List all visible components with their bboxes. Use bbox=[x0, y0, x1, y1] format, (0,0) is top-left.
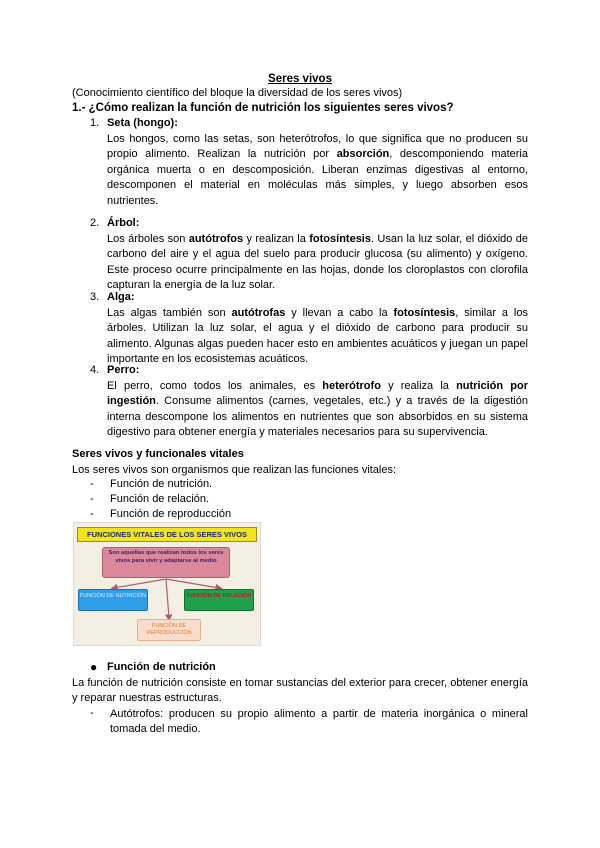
item-body: Los árboles son autótrofos y realizan la fotosíntesis. Usan la luz solar, el dióxido de carbono del aire y el agua del suelo para producir glucosa (su alimento) y oxígeno. Este proceso ocurre principalmente en las hojas, donde los cloroplastos con clorofila capturan la energía de la luz solar. bbox=[107, 233, 529, 292]
section-heading: Seres vivos y funcionales vitales bbox=[72, 448, 244, 460]
diagram-box-reproduccion: FUNCIÓN DE REPRODUCCIÓN bbox=[137, 619, 201, 641]
vital-functions-diagram bbox=[73, 522, 261, 646]
item-body: El perro, como todos los animales, es heterótrofo y realiza la nutrición por ingestión. Consume alimentos (carnes, vegetales, etc.) y a través de la digestión interna descompone los alimentos en nutrientes que son absorbidos en su sistema digestivo para obtener energía y materiales necesarios para su supervivencia. bbox=[107, 380, 528, 439]
diagram-box-nutricion: FUNCIÓN DE NUTRICIÓN bbox=[78, 589, 148, 611]
nutrition-paragraph: La función de nutrición consiste en tomar sustancias del exterior para crecer, obtener energía y reparar nuestras estructuras. bbox=[72, 677, 528, 704]
section-intro: Los seres vivos son organismos que realizan las funciones vitales: bbox=[72, 464, 397, 476]
item-body: Las algas también son autótrofas y llevan a cabo la fotosíntesis, similar a los árboles. Utilizan la luz solar, el agua y el dióxido de carbono para producir su alimento. Algunas algas pueden hacer esto en ambientes acuáticos y juegan un papel importante en los ecosistemas acuáticos. bbox=[107, 307, 528, 366]
bullet-icon: ● bbox=[90, 660, 98, 674]
document-page: Seres vivos (Conocimiento científico del bloque la diversidad de los seres vivos) 1.- ¿Cómo realizan la función de nutrición los siguientes seres vivos? 1. Seta (hongo): Los hongos, como las setas, son heterótrofos, lo que significa que no producen su propio alimento. Realizan la nutrición por absorción, descomponiendo materia orgánica muerta o en descomposición. Liberan enzimas digestivas al entorno, descomponen el material en moléculas más simples, y luego absorben esos nutrientes. 2. Árbol: Los árboles son autótrofos y realizan la fotosíntesis. Usan la luz solar, el dióxido de carbono del aire y el agua del suelo para producir glucosa (su alimento) y oxígeno. Este proceso ocurre principalmente en las hojas, donde los cloroplastos con clorofila capturan la energía de la luz solar. 3. Alga: Las algas también son autótrofas y llevan a cabo la fotosíntesis, similar a los árboles. Utilizan la luz solar, el agua y el dióxido de carbono para producir su alimento. Algunas algas pueden hacer esto en ambientes acuáticos y juegan un papel importante en los ecosistemas acuáticos. 4. Perro: El perro, como todos los animales, es heterótrofo y realiza la nutrición por ingestión. Consume alimentos (carnes, vegetales, etc.) y a través de la digestión interna descompone los alimentos en nutrientes que son absorbidos en su sistema digestivo para obtener energía y materiales necesarios para su supervivencia. Seres vivos y funcionales vitales Los seres vivos son organismos que realizan las funciones vitales: - Función de nutrición. - Función de relación. - Función de reproducción FUNCIONES VITALES DE LOS SERES VIVOS Son aquellas que realizan todos los seres vivos para vivir y adaptarse al medio FUNCIÓN DE NUTRICIÓN FUNCIÓN DE RELACIÓN FUNCIÓN DE REPRODUCCIÓN ● Función de nutrición La función de nutrición consiste en tomar sustancias del exterior para crecer, obtener energía y reparar nuestras estructuras. - Autótrofos: producen su propio alimento a partir de materia inorgánica o mineral tomada del medio. bbox=[0, 0, 600, 848]
item-heading: Árbol: bbox=[107, 217, 140, 229]
item-body: Los hongos, como las setas, son heterótrofos, lo que significa que no producen su propio alimento. Realizan la nutrición por absorción, descomponiendo materia orgánica muerta o en descomposición. Liberan enzimas digestivas al entorno, descomponen el material en moléculas más simples, y luego absorben esos nutrientes. bbox=[107, 133, 528, 207]
item-number: 3. bbox=[90, 291, 100, 303]
page-subtitle: (Conocimiento científico del bloque la diversidad de los seres vivos) bbox=[72, 87, 403, 99]
page-title: Seres vivos bbox=[268, 73, 332, 85]
diagram-definition: Son aquellas que realizan todos los seres vivos para vivir y adaptarse al medio bbox=[102, 547, 230, 578]
item-heading: Perro: bbox=[107, 364, 140, 376]
item-number: 1. bbox=[90, 117, 100, 129]
item-heading: Seta (hongo): bbox=[107, 117, 178, 129]
item-heading: Alga: bbox=[107, 291, 135, 303]
question-heading: 1.- ¿Cómo realizan la función de nutrición los siguientes seres vivos? bbox=[72, 102, 454, 114]
item-number: 2. bbox=[90, 217, 100, 229]
item-number: 4. bbox=[90, 364, 100, 376]
diagram-title: FUNCIONES VITALES DE LOS SERES VIVOS bbox=[77, 527, 257, 542]
diagram-box-relacion: FUNCIÓN DE RELACIÓN bbox=[184, 589, 254, 611]
